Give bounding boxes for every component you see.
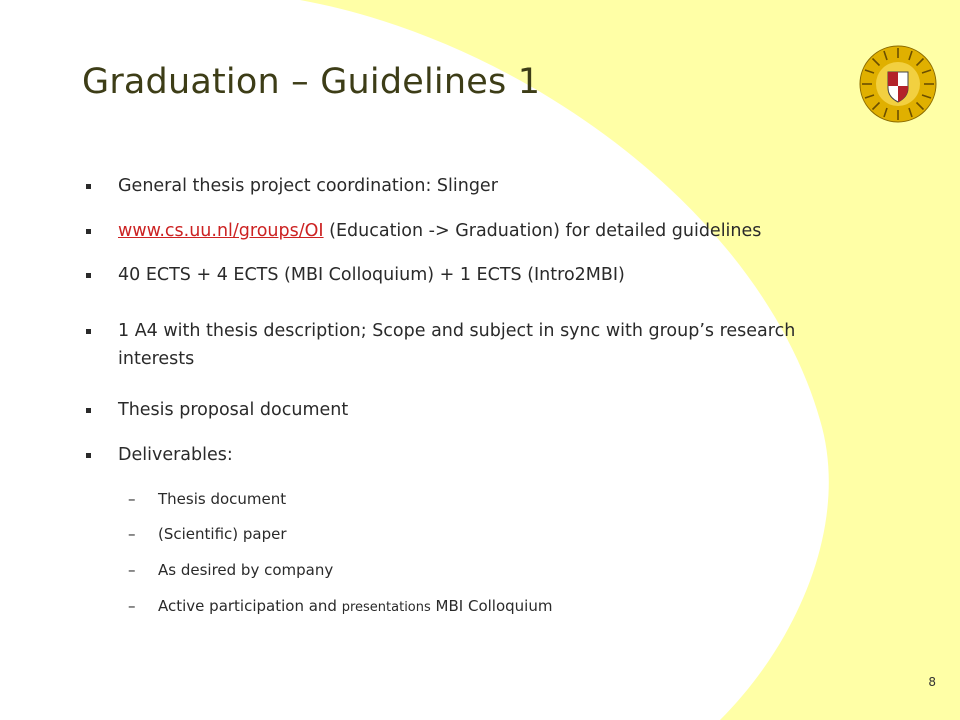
dash-mark: – (128, 561, 136, 579)
page-number: 8 (928, 675, 936, 689)
bullet-ects (86, 261, 625, 289)
slide-title: Graduation – Guidelines 1 (82, 62, 541, 102)
dash-mark: – (128, 525, 136, 543)
groups-oi-link[interactable]: www.cs.uu.nl/groups/OI (118, 221, 324, 241)
bullet-text: (Education -> Graduation) for detailed guidelines (323, 221, 762, 241)
deliverable-text: Active participation and (158, 597, 342, 615)
bullet-deliverables (86, 441, 233, 469)
bullet-text: 40 ECTS + 4 ECTS (MBI Colloquium) + 1 ECTS (Intro2MBI) (118, 265, 625, 285)
deliverable-text: (Scientific) paper (158, 525, 287, 543)
university-seal-icon (858, 44, 938, 124)
deliverable-item (128, 524, 287, 544)
bullet-thesis-description (86, 317, 876, 373)
square-bullet-icon (86, 329, 91, 334)
bullet-text: 1 A4 with thesis description; Scope and subject in sync with group’s research interests (118, 321, 796, 369)
bullet-coordination (86, 172, 498, 200)
deliverable-text: Thesis document (158, 490, 287, 508)
deliverable-text-small: presentations (341, 600, 431, 615)
bullet-proposal (86, 396, 348, 424)
bullet-text: Thesis proposal document (118, 400, 349, 420)
bullet-text: General thesis project coordination: Slinger (118, 176, 498, 196)
square-bullet-icon (86, 408, 91, 413)
deliverable-item (128, 560, 333, 580)
square-bullet-icon (86, 273, 91, 278)
deliverable-item (128, 489, 286, 509)
bullet-text: Deliverables: (118, 445, 233, 465)
dash-mark: – (128, 490, 136, 508)
deliverable-text: As desired by company (158, 561, 334, 579)
deliverable-item (128, 596, 552, 618)
bullet-guidelines-link (86, 217, 761, 245)
square-bullet-icon (86, 229, 91, 234)
deliverable-text: MBI Colloquium (430, 597, 553, 615)
square-bullet-icon (86, 453, 91, 458)
dash-mark: – (128, 597, 136, 615)
square-bullet-icon (86, 184, 91, 189)
